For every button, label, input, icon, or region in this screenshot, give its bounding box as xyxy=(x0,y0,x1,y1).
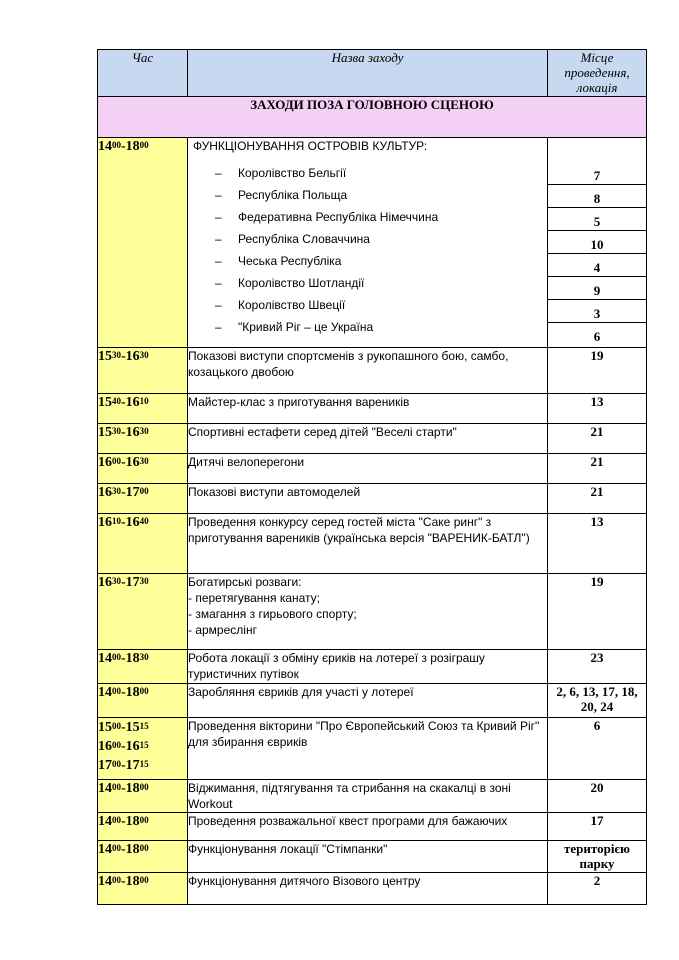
event-description xyxy=(188,813,548,841)
time-range: $14^{00}-18^{00}$ xyxy=(98,685,149,700)
location-cell: 2 xyxy=(548,873,647,905)
time-range: $17^{00}-17^{15}$ xyxy=(98,758,149,773)
section-row xyxy=(98,97,647,138)
time-range: $15^{30}-16^{30}$ xyxy=(98,425,149,440)
country-item xyxy=(193,228,547,250)
time-cell xyxy=(98,684,188,718)
time-range: $14^{00}-18^{00}$ xyxy=(98,781,149,796)
event-title: Майстер-клас з приготування вареників xyxy=(188,395,410,409)
location-cell: 19 xyxy=(548,348,647,394)
location-cell: 19 xyxy=(548,574,647,650)
time-range: $16^{30}-17^{30}$ xyxy=(98,575,149,590)
event-description xyxy=(188,514,548,574)
time-cell xyxy=(98,454,188,484)
country-name: Республіка Словаччина xyxy=(238,232,370,246)
event-title: Богатирські розваги: xyxy=(188,575,302,589)
event-title: Функціонування локації "Стімпанки" xyxy=(188,842,388,856)
country-location: 3 xyxy=(548,299,646,322)
time-range: $15^{00}-15^{15}$ xyxy=(98,720,149,735)
event-title: Дитячі велоперегони xyxy=(188,455,305,469)
time-cell xyxy=(98,718,188,780)
country-name: Чеська Республіка xyxy=(238,254,342,268)
event-description xyxy=(188,684,548,718)
event-description xyxy=(188,454,548,484)
event-title: Показові виступи автомоделей xyxy=(188,485,361,499)
table-row xyxy=(98,780,647,813)
time-range: $16^{00}-16^{30}$ xyxy=(98,455,149,470)
header-place: Місце проведення, локація xyxy=(548,50,647,97)
header-row xyxy=(98,50,647,97)
table-row xyxy=(98,718,647,780)
time-cell xyxy=(98,484,188,514)
time-range: $16^{30}-17^{00}$ xyxy=(98,485,149,500)
country-location: 5 xyxy=(548,207,646,230)
dash-marker: – xyxy=(215,188,222,202)
event-subitem: - армреслінг xyxy=(188,623,257,637)
country-location: 10 xyxy=(548,230,646,253)
event-description xyxy=(188,718,548,780)
event-description xyxy=(188,424,548,454)
location-cell: 6 xyxy=(548,718,647,780)
time-cell xyxy=(98,650,188,684)
country-item xyxy=(193,250,547,272)
islands-locations xyxy=(548,138,647,348)
time-cell xyxy=(98,574,188,650)
location-cell: 21 xyxy=(548,424,647,454)
location-cell: 20 xyxy=(548,780,647,813)
event-description xyxy=(188,574,548,650)
time-range: $14^{00}-18^{00}$ xyxy=(98,814,149,829)
table-row xyxy=(98,813,647,841)
islands-time: $14^{00}-18^{00}$ xyxy=(98,138,188,348)
country-location: 8 xyxy=(548,184,646,207)
country-location: 4 xyxy=(548,253,646,276)
event-title: Функціонування дитячого Візового центру xyxy=(188,874,421,888)
event-title: Проведення розважальної квест програми для бажаючих xyxy=(188,814,508,828)
time-cell xyxy=(98,394,188,424)
dash-marker: – xyxy=(215,210,222,224)
header-event: Назва заходу xyxy=(188,50,548,97)
table-row xyxy=(98,650,647,684)
country-location: 6 xyxy=(548,322,646,345)
country-list xyxy=(193,162,547,338)
country-name: Республіка Польща xyxy=(238,188,348,202)
country-name: Королівство Швеції xyxy=(238,298,346,312)
time-cell xyxy=(98,514,188,574)
country-item xyxy=(193,294,547,316)
dash-marker: – xyxy=(215,254,222,268)
dash-marker: – xyxy=(215,232,222,246)
event-subitem: - змагання з гирьового спорту; xyxy=(188,607,357,621)
table-row xyxy=(98,394,647,424)
location-cell: 23 xyxy=(548,650,647,684)
table-row xyxy=(98,684,647,718)
country-name: Королівство Шотландії xyxy=(238,276,365,290)
time-range: $16^{10}-16^{40}$ xyxy=(98,515,149,530)
table-row xyxy=(98,514,647,574)
header-time: Час xyxy=(98,50,188,97)
event-title: Заробляння євриків для участі у лотереї xyxy=(188,685,414,699)
event-description xyxy=(188,841,548,873)
country-name: Королівство Бельгії xyxy=(238,166,347,180)
event-title: Проведення конкурсу серед гостей міста "Саке ринг" з приготування вареників (українська версія "ВАРЕНИК-БАТЛ") xyxy=(188,515,530,545)
event-title: Проведення вікторини "Про Європейський Союз та Кривий Ріг" для збирання євриків xyxy=(188,719,540,749)
dash-marker: – xyxy=(215,166,222,180)
event-description xyxy=(188,348,548,394)
event-title: Віджимання, підтягування та стрибання на скакалці в зоні Workout xyxy=(188,781,511,811)
time-cell xyxy=(98,813,188,841)
schedule-table xyxy=(97,49,647,905)
event-description xyxy=(188,873,548,905)
table-row xyxy=(98,348,647,394)
time-cell xyxy=(98,841,188,873)
table-row xyxy=(98,574,647,650)
location-cell: 21 xyxy=(548,484,647,514)
event-rows xyxy=(98,348,647,905)
time-cell xyxy=(98,424,188,454)
event-title: Спортивні естафети серед дітей "Веселі старти" xyxy=(188,425,457,439)
country-locations xyxy=(548,162,646,345)
islands-description xyxy=(188,138,548,348)
dash-marker: – xyxy=(215,320,222,334)
event-description xyxy=(188,484,548,514)
table-row xyxy=(98,841,647,873)
location-cell: 13 xyxy=(548,514,647,574)
country-name: "Кривий Ріг – це Україна xyxy=(238,320,374,334)
table-row xyxy=(98,454,647,484)
time-range: $15^{30}-16^{30}$ xyxy=(98,349,149,364)
country-location: 7 xyxy=(593,168,601,183)
country-location: 9 xyxy=(548,276,646,299)
dash-marker: – xyxy=(215,276,222,290)
time-range: $15^{40}-16^{10}$ xyxy=(98,395,149,410)
time-cell xyxy=(98,348,188,394)
country-item xyxy=(193,272,547,294)
time-range: $14^{00}-18^{00}$ xyxy=(98,874,149,889)
event-description xyxy=(188,650,548,684)
time-cell xyxy=(98,780,188,813)
event-description xyxy=(188,394,548,424)
country-item xyxy=(193,316,547,338)
country-item xyxy=(193,206,547,228)
location-cell: територією парку xyxy=(548,841,647,873)
location-cell: 13 xyxy=(548,394,647,424)
location-cell: 21 xyxy=(548,454,647,484)
location-cell: 2, 6, 13, 17, 18, 20, 24 xyxy=(548,684,647,718)
section-title: ЗАХОДИ ПОЗА ГОЛОВНОЮ СЦЕНОЮ xyxy=(98,97,647,138)
event-description xyxy=(188,780,548,813)
event-title: Робота локації з обміну єриків на лотереї з розіграшу туристичних путівок xyxy=(188,651,485,681)
dash-marker: – xyxy=(215,298,222,312)
table-row xyxy=(98,484,647,514)
event-subitem: - перетягування канату; xyxy=(188,591,321,605)
country-item xyxy=(193,184,547,206)
table-row xyxy=(98,424,647,454)
event-title: Показові виступи спортсменів з рукопашного бою, самбо, козацького двобою xyxy=(188,349,509,379)
location-cell: 17 xyxy=(548,813,647,841)
table-row xyxy=(98,873,647,905)
country-item xyxy=(193,162,547,184)
country-name: Федеративна Республіка Німеччина xyxy=(238,210,439,224)
islands-title: ФУНКЦІОНУВАННЯ ОСТРОВІВ КУЛЬТУР: xyxy=(193,139,428,153)
time-range: $16^{00}-16^{15}$ xyxy=(98,739,149,754)
time-range: $14^{00}-18^{00}$ xyxy=(98,842,149,857)
time-cell xyxy=(98,873,188,905)
time-range: $14^{00}-18^{30}$ xyxy=(98,651,149,666)
islands-row xyxy=(98,138,647,348)
